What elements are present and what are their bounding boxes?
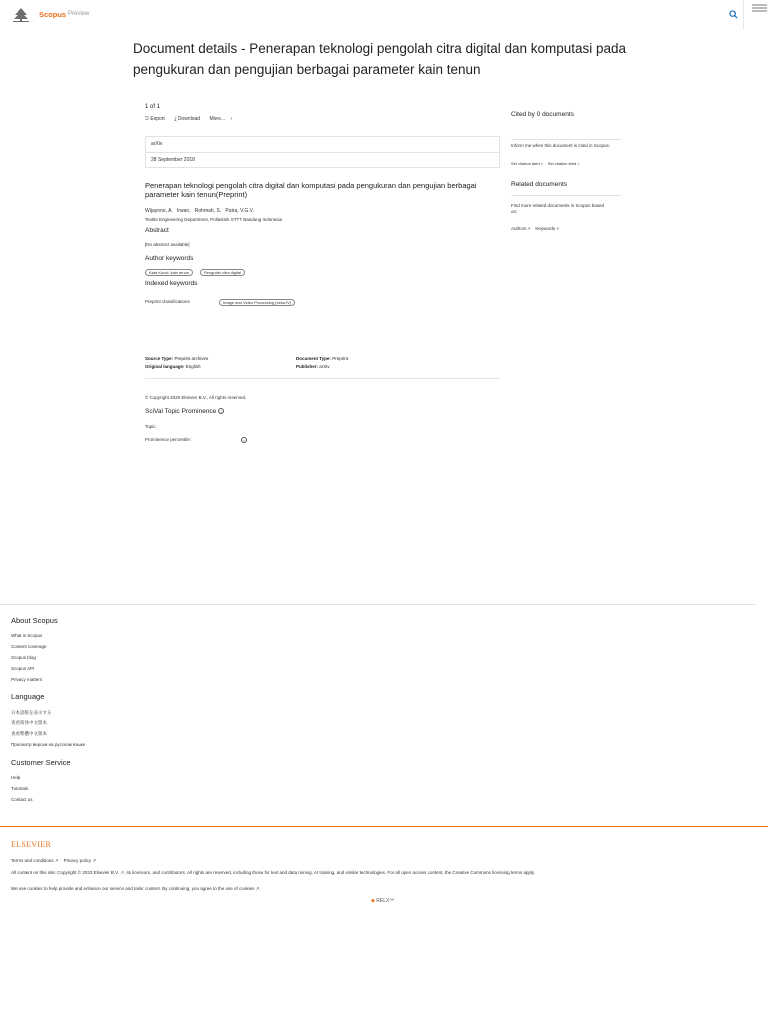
preprint-classification-chip[interactable]: Image and Video Processing (eess.IV) bbox=[219, 299, 295, 306]
scival-heading-label: SciVal Topic Prominence bbox=[145, 408, 217, 415]
cited-by-inform-text: Inform me when this document is cited in Scopus: bbox=[511, 143, 611, 148]
author-list bbox=[145, 208, 254, 214]
elsevier-logo[interactable]: ELSEVIER bbox=[11, 840, 52, 849]
export-button[interactable]: ⎋ Export bbox=[145, 116, 165, 122]
info-icon[interactable]: i bbox=[218, 408, 224, 414]
prominence-percentile-label: Prominence percentile: bbox=[145, 437, 192, 442]
related-authors-link[interactable]: Authors > bbox=[511, 226, 531, 231]
download-button[interactable]: ⤓ Download bbox=[174, 116, 201, 122]
preprint-classifications-label: Preprint classifications bbox=[145, 299, 190, 304]
author-link[interactable]: Irwan, bbox=[176, 208, 191, 214]
scival-heading bbox=[145, 408, 224, 415]
elsevier-tree-logo-icon[interactable] bbox=[11, 6, 31, 23]
language-heading: Language bbox=[11, 692, 45, 701]
language-link[interactable]: 日本語版を表示する bbox=[11, 710, 52, 715]
abstract-text: [No abstract available] bbox=[145, 242, 190, 247]
set-citation-alert-link[interactable]: Set citation alert > bbox=[511, 161, 544, 166]
author-keywords-heading: Author keywords bbox=[145, 255, 194, 262]
document-type-value: Preprint bbox=[332, 356, 348, 361]
source-name[interactable]: arXiv bbox=[151, 141, 163, 147]
language-link[interactable]: 查看繁體中文版本 bbox=[11, 731, 47, 736]
related-documents-heading: Related documents bbox=[511, 181, 568, 188]
author-link[interactable]: Putra, V.G.V. bbox=[225, 208, 254, 214]
footer-link[interactable]: What is Scopus bbox=[11, 633, 43, 638]
scopus-brand[interactable]: Scopus bbox=[39, 10, 67, 19]
copyright-notice: © Copyright 2020 Elsevier B.V., All rights reserved. bbox=[145, 395, 247, 400]
abstract-heading: Abstract bbox=[145, 227, 169, 234]
relx-mark-icon: ◆ bbox=[371, 898, 375, 904]
info-icon[interactable]: i bbox=[241, 437, 247, 443]
footer-link[interactable]: Content coverage bbox=[11, 644, 47, 649]
relx-logo[interactable] bbox=[371, 898, 394, 904]
footer-accent-line bbox=[0, 826, 768, 827]
source-info-box bbox=[145, 136, 500, 168]
original-language-field bbox=[145, 364, 201, 369]
set-citation-feed-link[interactable]: Set citation feed > bbox=[547, 161, 580, 166]
hamburger-menu-icon[interactable] bbox=[751, 4, 768, 14]
related-keywords-link[interactable]: Keywords > bbox=[535, 226, 560, 231]
topic-label: Topic: bbox=[145, 424, 157, 429]
source-type-value: Preprint archives bbox=[174, 356, 209, 361]
footer-link[interactable]: Scopus API bbox=[11, 666, 35, 671]
author-link[interactable]: Wijayono, A. bbox=[145, 208, 173, 214]
more-button[interactable]: More... › bbox=[209, 116, 233, 122]
privacy-link[interactable]: Privacy policy ↗ bbox=[63, 858, 97, 863]
publisher-label: Publisher: bbox=[296, 364, 319, 369]
publication-date: 28 September 2018 bbox=[146, 152, 499, 167]
footer-link[interactable]: Privacy matters bbox=[11, 677, 43, 682]
sidebar-divider bbox=[511, 195, 621, 196]
page-title: Document details - Penerapan teknologi pengolah citra digital dan komputasi pada pengukuran dan pengujian berbagai parameter kain tenun bbox=[133, 41, 627, 77]
document-type-field bbox=[296, 356, 348, 361]
source-type-label: Source Type: bbox=[145, 356, 174, 361]
copyright-legal-text: All content on this site: Copyright © 2023 Elsevier B.V. ↗, its licensors, and contributors. All rights are reserved, including those for text and data mining, AI training, and similar technologies. For all open access content, the Creative Commons licensing terms apply. bbox=[11, 870, 536, 875]
language-link[interactable]: 查看简体中文版本 bbox=[11, 720, 47, 725]
terms-link[interactable]: Terms and conditions ↗ bbox=[11, 858, 59, 863]
original-language-label: Original language: bbox=[145, 364, 185, 369]
customer-service-heading: Customer Service bbox=[11, 758, 71, 767]
document-action-bar bbox=[145, 116, 236, 122]
footer-link[interactable]: Help bbox=[11, 775, 21, 780]
author-keyword-chip[interactable]: Pengolah citra digital bbox=[200, 269, 245, 276]
language-link[interactable]: Просмотр версии на русском языке bbox=[11, 742, 86, 747]
sidebar-divider bbox=[511, 139, 621, 140]
publisher-field bbox=[296, 364, 330, 369]
download-label: Download bbox=[177, 116, 201, 122]
related-links bbox=[511, 226, 559, 232]
content-divider bbox=[145, 378, 500, 379]
top-header bbox=[0, 0, 768, 30]
footer-link[interactable]: Contact us bbox=[11, 797, 33, 802]
document-title: Penerapan teknologi pengolah citra digital dan komputasi pada pengukuran dan pengujian berbagai parameter kain tenun(Preprint) bbox=[145, 181, 477, 199]
footer-divider bbox=[0, 604, 756, 605]
source-type-field bbox=[145, 356, 208, 361]
author-keyword-chip[interactable]: Kata Kunci: kain tenun bbox=[145, 269, 193, 276]
header-divider bbox=[743, 0, 744, 30]
about-scopus-heading: About Scopus bbox=[11, 616, 58, 625]
indexed-keywords-heading: Indexed keywords bbox=[145, 280, 198, 287]
search-icon[interactable] bbox=[729, 10, 738, 19]
cited-by-heading: Cited by 0 documents bbox=[511, 111, 574, 118]
scopus-preview-label: Preview bbox=[68, 11, 90, 17]
cookie-notice: We use cookies to help provide and enhance our service and tailor content. By continuing, you agree to the use of cookies ↗. bbox=[11, 886, 261, 891]
footer-link[interactable]: Scopus blog bbox=[11, 655, 36, 660]
original-language-value: English bbox=[185, 364, 201, 369]
legal-links bbox=[11, 858, 751, 864]
author-link[interactable]: Rohmah, S. bbox=[194, 208, 222, 214]
related-documents-text: Find more related documents in Scopus based on: bbox=[511, 203, 605, 214]
author-affiliation: Textile Engineering Department, Politeknik STTT Bandung Indonesia bbox=[145, 217, 282, 222]
relx-label: RELX™ bbox=[376, 898, 395, 904]
document-type-label: Document Type: bbox=[296, 356, 331, 361]
more-label: More... bbox=[209, 116, 226, 122]
publisher-value: arXiv bbox=[319, 364, 330, 369]
footer-link[interactable]: Tutorials bbox=[11, 786, 29, 791]
export-label: Export bbox=[150, 116, 165, 122]
citation-links bbox=[511, 161, 580, 167]
result-count: 1 of 1 bbox=[145, 104, 161, 110]
